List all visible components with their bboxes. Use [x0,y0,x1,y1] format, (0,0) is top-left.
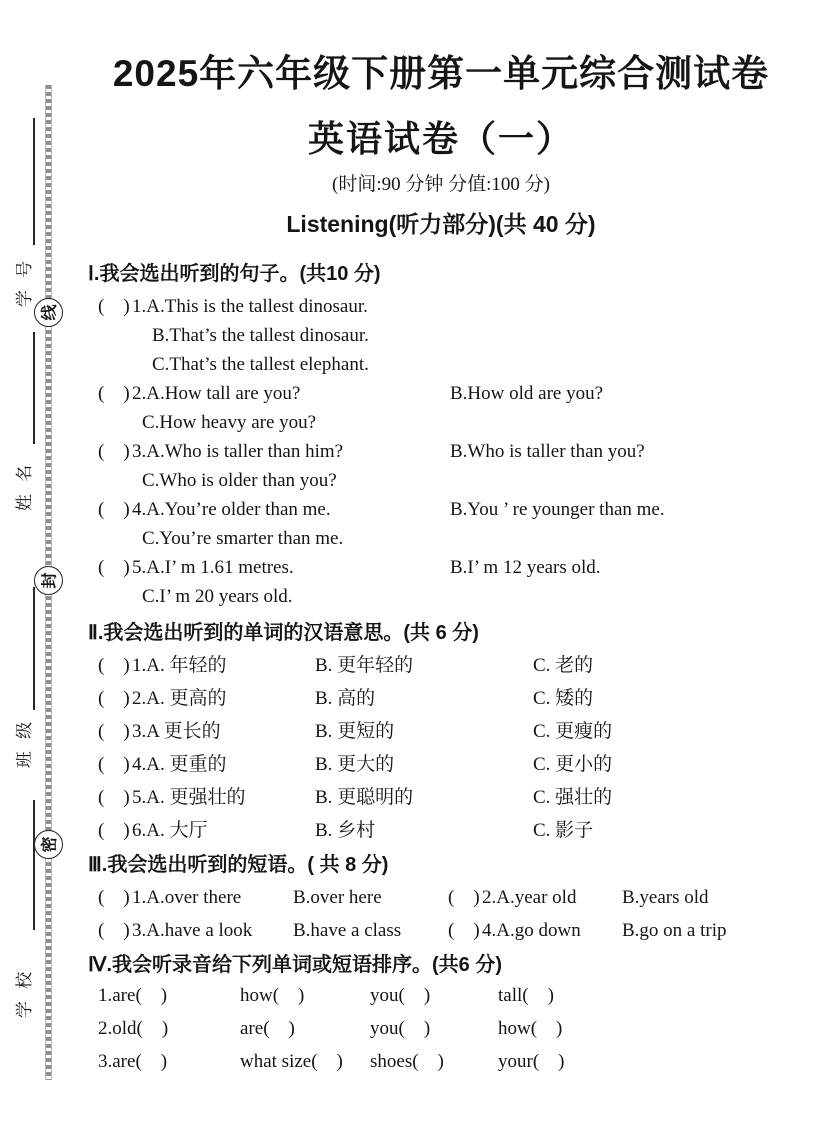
word-slot [98,1018,240,1039]
exam-content [88,0,794,1084]
answer-blank-paren: ( ) [98,499,130,520]
order-blank-paren: ( ) [398,1018,431,1039]
word: 2.old [98,1018,137,1039]
answer-blank-paren: ( ) [448,887,480,908]
question-row-s1-q3 [98,441,794,462]
word-slot [240,1018,370,1039]
order-blank-paren: ( ) [412,1051,444,1072]
option-b: B.You ’ re younger than me. [450,499,665,520]
seal-char-line: 线 [41,304,59,321]
option-a: 1.A. 年轻的 [132,655,227,676]
class-label: 班 级 [15,717,34,769]
option-line [98,470,794,491]
option-c-line: C.I’ m 20 years old. [142,586,293,607]
section-2-heading: Ⅱ.我会选出听到的单词的汉语意思。(共 6 分) [88,622,479,644]
order-blank-paren: ( ) [522,985,554,1006]
question-row-s2-q3 [98,721,794,742]
student-id-blank-line [33,118,35,245]
option-b-line: B.That’s the tallest dinosaur. [152,325,369,346]
answer-blank-paren: ( ) [98,557,130,578]
option-b: B.over here [293,887,382,908]
option-a: 3.A.have a look [132,920,253,941]
word-slot [498,1018,562,1039]
ordering-row-1 [98,985,794,1006]
answer-blank-paren: ( ) [98,787,130,808]
option-a: 4.A. 更重的 [132,754,227,775]
option-line [98,586,794,607]
question-row-s2-q6 [98,820,794,841]
answer-blank-paren: ( ) [98,887,130,908]
exam-meta: (时间:90 分钟 分值:100 分) [332,174,550,195]
word: you [370,985,399,1006]
name-blank-line [33,332,35,444]
answer-blank-paren: ( ) [98,296,130,317]
question-row-s1-q1 [98,296,794,317]
answer-blank-paren: ( ) [98,721,130,742]
answer-blank-paren: ( ) [98,754,130,775]
section-4-heading: Ⅳ.我会听录音给下列单词或短语排序。(共6 分) [88,954,503,976]
option-a: 3.A.Who is taller than him? [132,441,344,462]
option-a: 4.A.go down [482,920,581,941]
ordering-row-2 [98,1018,794,1039]
answer-blank-paren: ( ) [98,441,130,462]
option-b: B.years old [622,887,709,908]
ordering-row-3 [98,1051,794,1072]
option-c: C. 影子 [533,820,594,841]
word-slot [370,985,498,1006]
answer-blank-paren: ( ) [98,820,130,841]
option-c: C. 老的 [533,655,594,676]
word: tall [498,985,523,1006]
question-row-s2-q2 [98,688,794,709]
class-blank-line [33,587,35,710]
option-a: 4.A.You’re older than me. [132,499,331,520]
word: what size [240,1051,312,1072]
option-b: B. 高的 [315,688,376,709]
seal-circle-mi [34,830,63,859]
seal-circle-line [34,298,63,327]
seal-char-mi: 密 [41,836,59,853]
order-blank-paren: ( ) [272,985,305,1006]
school-label: 学 校 [15,967,34,1019]
option-a: 2.A.year old [482,887,577,908]
answer-blank-paren: ( ) [98,383,130,404]
word-slot [98,985,240,1006]
option-b: B.have a class [293,920,402,941]
question-row-s2-q1 [98,655,794,676]
question-row-s1-q4 [98,499,794,520]
option-a: 1.A.This is the tallest dinosaur. [132,296,368,317]
option-a: 2.A.How tall are you? [132,383,301,404]
order-blank-paren: ( ) [530,1018,563,1039]
option-c-line: C.Who is older than you? [142,470,337,491]
option-a: 3.A 更长的 [132,721,221,742]
order-blank-paren: ( ) [311,1051,343,1072]
option-c-line: C.How heavy are you? [142,412,317,433]
name-label: 姓 名 [15,460,34,512]
option-line [98,325,794,346]
option-b: B.I’ m 12 years old. [450,557,601,578]
word: 3.are [98,1051,136,1072]
option-line [98,354,794,375]
word: how [498,1018,531,1039]
question-row-s1-q2 [98,383,794,404]
word: how [240,985,273,1006]
school-blank-line [33,800,35,930]
option-a: 1.A.over there [132,887,242,908]
option-b: B. 更短的 [315,721,395,742]
word: 1.are [98,985,136,1006]
seal-char-feng: 封 [41,572,59,589]
option-line [98,528,794,549]
question-row-s3-r1 [98,887,794,908]
listening-part-heading: Listening(听力部分)(共 40 分) [286,211,596,237]
option-line [98,412,794,433]
order-blank-paren: ( ) [398,985,431,1006]
option-b: B.Who is taller than you? [450,441,645,462]
exam-title: 2025年六年级下册第一单元综合测试卷 [112,53,770,94]
option-b: B. 更聪明的 [315,787,414,808]
word-slot [370,1018,498,1039]
word-slot [370,1051,498,1072]
option-b: B.How old are you? [450,383,604,404]
option-c-line: C.You’re smarter than me. [142,528,344,549]
exam-subtitle: 英语试卷（一） [307,118,574,159]
section-1-heading: Ⅰ.我会选出听到的句子。(共10 分) [88,263,381,285]
word: shoes [370,1051,413,1072]
section-3-heading: Ⅲ.我会选出听到的短语。( 共 8 分) [88,854,389,876]
word-slot [240,985,370,1006]
answer-blank-paren: ( ) [448,920,480,941]
question-row-s1-q5 [98,557,794,578]
word: your [498,1051,533,1072]
order-blank-paren: ( ) [135,985,168,1006]
answer-blank-paren: ( ) [98,655,130,676]
answer-blank-paren: ( ) [98,688,130,709]
answer-blank-paren: ( ) [98,920,130,941]
option-b: B. 更年轻的 [315,655,414,676]
option-a: 5.A.I’ m 1.61 metres. [132,557,294,578]
option-c: C. 更瘦的 [533,721,613,742]
order-blank-paren: ( ) [136,1018,169,1039]
option-a: 2.A. 更高的 [132,688,227,709]
question-row-s2-q4 [98,754,794,775]
option-c: C. 矮的 [533,688,594,709]
option-a: 5.A. 更强壮的 [132,787,246,808]
student-id-label: 学 号 [15,256,34,308]
option-a: 6.A. 大厅 [132,820,208,841]
seal-circle-feng [34,566,63,595]
option-c-line: C.That’s the tallest elephant. [152,354,369,375]
question-row-s3-r2 [98,920,794,941]
word: you [370,1018,399,1039]
option-b: B. 乡村 [315,820,376,841]
word-slot [98,1051,240,1072]
order-blank-paren: ( ) [532,1051,565,1072]
option-c: C. 更小的 [533,754,613,775]
option-b: B.go on a trip [622,920,727,941]
word-slot [498,1051,564,1072]
word: are [240,1018,264,1039]
word-slot [240,1051,370,1072]
word-slot [498,985,554,1006]
option-b: B. 更大的 [315,754,395,775]
order-blank-paren: ( ) [135,1051,168,1072]
option-c: C. 强壮的 [533,787,613,808]
question-row-s2-q5 [98,787,794,808]
order-blank-paren: ( ) [263,1018,295,1039]
